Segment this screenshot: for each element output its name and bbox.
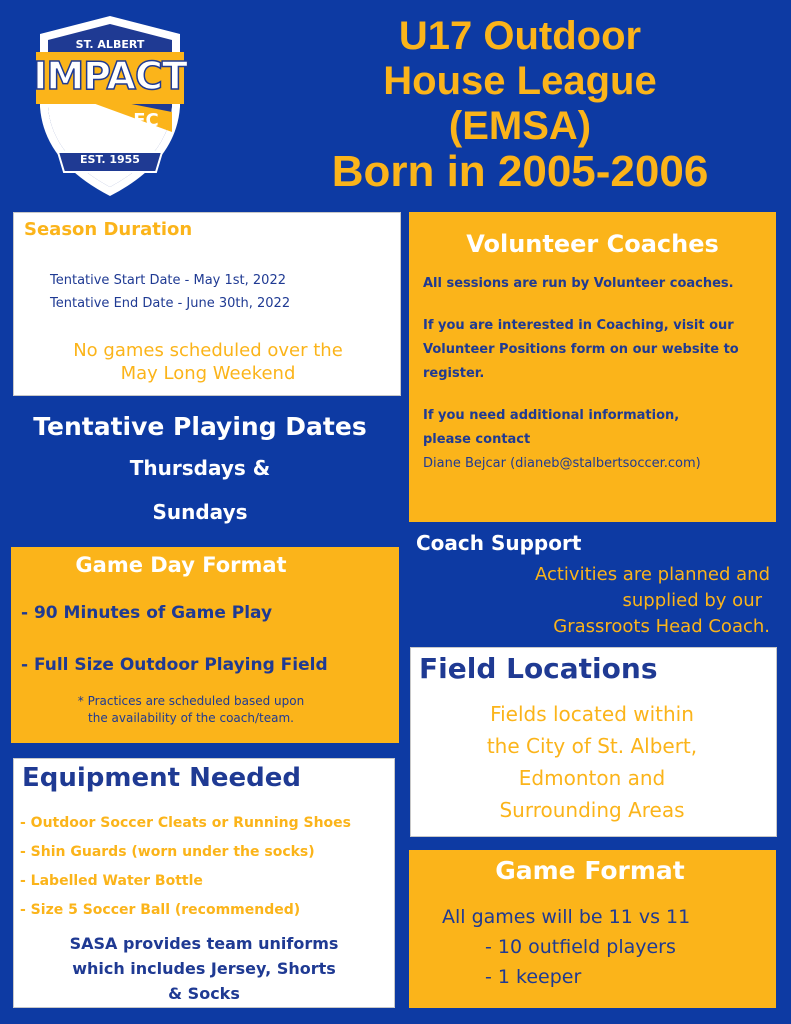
club-logo [30, 12, 190, 202]
season-note-line-2: May Long Weekend [120, 363, 296, 384]
coach-support-text [420, 562, 770, 640]
fields-text [411, 698, 773, 826]
playing-dates-section [0, 408, 400, 534]
equipment-item: - Size 5 Soccer Ball (recommended) [20, 902, 301, 918]
title-line-3: (EMSA) [448, 104, 592, 148]
title-line-1: U17 Outdoor [398, 14, 642, 58]
game-day-item-1: - 90 Minutes of Game Play [21, 603, 273, 623]
fields-line-3: Edmonton and [518, 766, 666, 790]
field-locations-panel [410, 647, 777, 837]
season-end: Tentative End Date - June 30th, 2022 [50, 296, 291, 311]
coaches-paragraph-2b: Volunteer Positions form on our website to [423, 342, 739, 357]
coaches-paragraph-2c: register. [423, 366, 485, 381]
coach-support-heading: Coach Support [416, 531, 582, 555]
game-day-format-panel [11, 547, 399, 743]
game-day-heading: Game Day Format [75, 553, 287, 577]
playing-heading: Tentative Playing Dates [33, 412, 367, 441]
page-title [250, 14, 790, 194]
season-note-line-1: No games scheduled over the [73, 340, 343, 361]
equipment-list [20, 809, 351, 925]
game-format-line-1: All games will be 11 vs 11 [442, 906, 691, 928]
season-note [14, 339, 402, 385]
equipment-note [14, 931, 394, 1006]
equipment-item: - Outdoor Soccer Cleats or Running Shoes [20, 815, 352, 831]
equipment-panel [13, 758, 395, 1008]
logo-top-text: ST. ALBERT [75, 38, 145, 51]
equipment-note-line-1: SASA provides team uniforms [69, 934, 339, 953]
playing-line-1: Thursdays & [129, 456, 271, 480]
playing-line-2: Sundays [152, 500, 248, 524]
game-day-item-2: - Full Size Outdoor Playing Field [21, 655, 328, 675]
volunteer-coaches-panel [409, 212, 776, 522]
title-line-2: House League [383, 59, 657, 103]
coaches-paragraph-3b: please contact [423, 432, 531, 447]
equipment-note-line-2: which includes Jersey, Shorts [72, 959, 336, 978]
fields-line-4: Surrounding Areas [499, 798, 685, 822]
equipment-heading: Equipment Needed [22, 763, 302, 793]
game-format-line-3: - 1 keeper [485, 966, 582, 988]
season-start: Tentative Start Date - May 1st, 2022 [50, 273, 286, 288]
equipment-item: - Labelled Water Bottle [20, 873, 203, 889]
coaches-paragraph-3a: If you need additional information, [423, 408, 680, 423]
game-day-note [11, 693, 371, 727]
logo-est: EST. 1955 [80, 153, 140, 166]
coach-support-line-2: supplied by our [622, 590, 762, 611]
game-format-panel [409, 850, 776, 1008]
fields-line-2: the City of St. Albert, [486, 734, 698, 758]
season-duration-panel [13, 212, 401, 396]
coaches-text [423, 272, 773, 476]
fields-line-1: Fields located within [490, 702, 694, 726]
game-format-line-2: - 10 outfield players [485, 936, 676, 958]
equipment-note-line-3: & Socks [168, 984, 240, 1003]
coaches-contact[interactable]: Diane Bejcar (dianeb@stalbertsoccer.com) [423, 456, 701, 471]
coaches-paragraph-1: All sessions are run by Volunteer coaches. [423, 276, 734, 291]
fields-heading: Field Locations [419, 652, 658, 685]
season-heading: Season Duration [24, 219, 193, 240]
equipment-item: - Shin Guards (worn under the socks) [20, 844, 315, 860]
logo-fc: FC [133, 110, 159, 131]
game-format-heading: Game Format [495, 856, 685, 885]
coaches-paragraph-2a: If you are interested in Coaching, visit our [423, 318, 734, 333]
game-day-note-line-1: * Practices are scheduled based upon [77, 694, 305, 708]
game-day-note-line-2: the availability of the coach/team. [88, 711, 294, 725]
logo-name: IMPACT [33, 54, 187, 98]
coach-support-line-1: Activities are planned and [534, 564, 770, 585]
coaches-heading: Volunteer Coaches [466, 230, 719, 258]
coach-support-line-3: Grassroots Head Coach. [553, 616, 770, 637]
title-line-4: Born in 2005-2006 [331, 147, 709, 196]
